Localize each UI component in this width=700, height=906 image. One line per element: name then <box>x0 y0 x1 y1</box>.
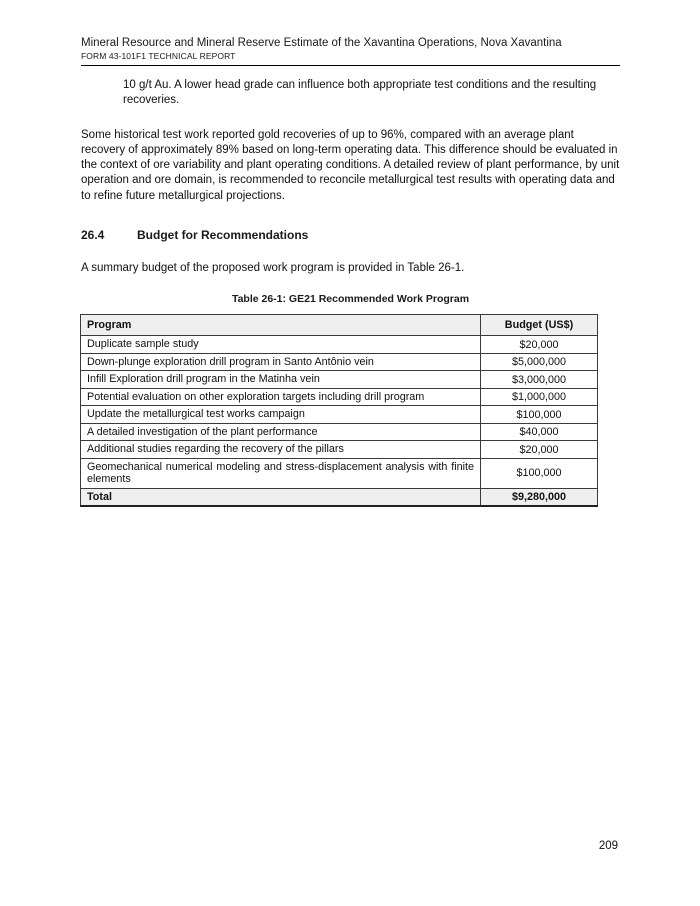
page-header <box>81 36 620 66</box>
table-body <box>81 336 598 489</box>
report-subtitle: FORM 43-101F1 TECHNICAL REPORT <box>81 51 236 61</box>
table-row <box>81 388 598 406</box>
table-caption: Table 26-1: GE21 Recommended Work Program <box>231 293 470 306</box>
program-cell: Update the metallurgical test works campaign <box>81 406 481 424</box>
section-heading <box>81 228 620 242</box>
paragraph-recoveries: Some historical test work reported gold recoveries of up to 96%, compared with an average plant recovery of approximately 89% based on long-term operating data. This difference should be evaluated in the context of ore variability and plant operating conditions. A detailed review of plant performance, by unit operation and ore domain, is recommended to reconcile metallurgical test results with operating data and to refine future metallurgical projections. <box>81 128 620 202</box>
budget-cell: $5,000,000 <box>481 353 598 371</box>
budget-cell: $40,000 <box>481 423 598 441</box>
program-cell: A detailed investigation of the plant performance <box>81 423 481 441</box>
page-number: 209 <box>598 840 618 852</box>
section-number: 26.4 <box>81 228 105 243</box>
program-cell: Potential evaluation on other exploration targets including drill program <box>81 388 481 406</box>
table-row <box>81 406 598 424</box>
budget-cell: $100,000 <box>481 406 598 424</box>
program-cell: Geomechanical numerical modeling and stress-displacement analysis with finite elements <box>81 458 481 488</box>
total-label: Total <box>81 488 481 506</box>
program-cell: Down-plunge exploration drill program in Santo Antônio vein <box>81 353 481 371</box>
table-header-row <box>81 315 598 336</box>
table-total-row <box>81 488 598 506</box>
table-row <box>81 423 598 441</box>
column-header-budget: Budget (US$) <box>481 315 598 336</box>
program-cell: Additional studies regarding the recovery of the pillars <box>81 441 481 459</box>
budget-cell: $1,000,000 <box>481 388 598 406</box>
program-cell: Duplicate sample study <box>81 336 481 354</box>
table-row <box>81 336 598 354</box>
column-header-program: Program <box>81 315 481 336</box>
indented-paragraph: 10 g/t Au. A lower head grade can influence both appropriate test conditions and the resulting recoveries. <box>123 79 597 107</box>
budget-cell: $3,000,000 <box>481 371 598 389</box>
paragraph-summary: A summary budget of the proposed work program is provided in Table 26-1. <box>81 262 465 275</box>
table-row <box>81 458 598 488</box>
budget-table <box>80 314 598 507</box>
budget-cell: $20,000 <box>481 441 598 459</box>
report-title: Mineral Resource and Mineral Reserve Estimate of the Xavantina Operations, Nova Xavantina <box>81 37 562 49</box>
table-row <box>81 353 598 371</box>
total-value: $9,280,000 <box>481 488 598 506</box>
header-divider <box>81 65 620 66</box>
table-row <box>81 441 598 459</box>
budget-cell: $20,000 <box>481 336 598 354</box>
budget-cell: $100,000 <box>481 458 598 488</box>
program-cell: Infill Exploration drill program in the Matinha vein <box>81 371 481 389</box>
table-row <box>81 371 598 389</box>
section-title: Budget for Recommendations <box>137 228 309 243</box>
